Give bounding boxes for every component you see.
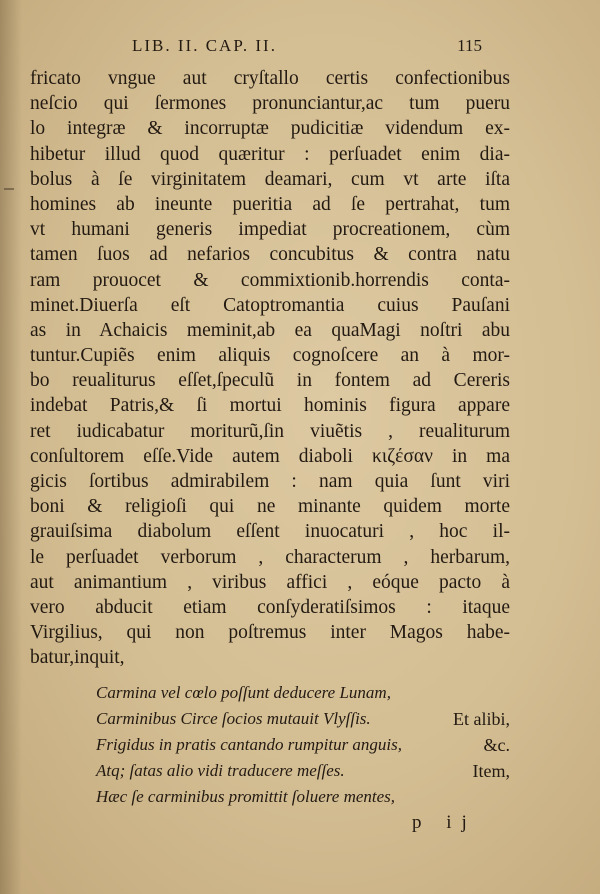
text-line: lo integræ & incorruptæ pudicitiæ videndum ex- bbox=[30, 118, 510, 140]
verse-text: Frigidus in pratis cantando rumpitur anguis, bbox=[96, 735, 403, 754]
verse-note: Item, bbox=[472, 761, 510, 781]
running-head: LIB. II. CAP. II. bbox=[132, 36, 277, 55]
verse-text: Hæc ſe carminibus promittit ſoluere mentes, bbox=[96, 787, 396, 806]
text-line: fricato vngue aut cryſtallo certis confectionibus bbox=[30, 68, 510, 89]
text-line: tuntur.Cupiẽs enim aliquis cognoſcere an à mor- bbox=[30, 345, 510, 367]
verse-note: Et alibi, bbox=[453, 709, 510, 729]
verse-line bbox=[96, 784, 510, 810]
folio-number: 115 bbox=[457, 36, 482, 55]
text-line: boni & religioſi qui ne minante quidem morte bbox=[30, 496, 510, 518]
text-line: vt humani generis impediat procreationem, cùm bbox=[30, 219, 510, 241]
text-line: grauiſsima diabolum eſſent inuocaturi , hoc il- bbox=[30, 521, 510, 543]
verse-line bbox=[96, 706, 510, 732]
body-text bbox=[30, 66, 510, 671]
margin-mark bbox=[4, 188, 14, 190]
text-line: conſultorem eſſe.Vide autem diaboli κιζέσαν in ma bbox=[30, 445, 510, 467]
text-line: as in Achaicis meminit,ab ea quaMagi noſtri abu bbox=[30, 319, 510, 341]
text-line: tamen ſuos ad nefarios concubitus & contra natu bbox=[30, 244, 510, 266]
verse-quotations bbox=[96, 680, 510, 810]
text-line: gicis ſortibus admirabilem : nam quia ſunt viri bbox=[30, 471, 510, 492]
text-line: ret iudicabatur moriturũ,ſin viuẽtis , reualiturum bbox=[30, 420, 510, 442]
verse-line bbox=[96, 680, 510, 706]
text-line: homines ab ineunte pueritia ad ſe pertrahat, tum bbox=[30, 193, 510, 215]
verse-note: &c. bbox=[483, 735, 510, 755]
text-line: bolus à ſe virginitatem deamari, cum vt arte iſta bbox=[30, 168, 510, 190]
text-line: aut animantium , viribus affici , eóque pacto à bbox=[30, 571, 510, 593]
text-line: bo reualiturus eſſet,ſpeculũ in fontem ad Cereris bbox=[30, 370, 510, 392]
verse-text: Carminibus Circe ſocios mutauit Vlyſſis. bbox=[96, 709, 371, 728]
text-line: ram prouocet & commixtionib.horrendis conta- bbox=[30, 269, 510, 291]
text-line: neſcio qui ſermones pronunciantur,ac tum pueru bbox=[30, 93, 510, 115]
text-line: batur,inquit, bbox=[30, 647, 125, 669]
text-line: Virgilius, qui non poſtremus inter Magos habe- bbox=[30, 622, 510, 644]
text-line: indebat Patris,& ſi mortui hominis figura appare bbox=[30, 395, 510, 417]
verse-line bbox=[96, 758, 510, 784]
gutter-shadow bbox=[0, 0, 22, 894]
verse-text: Carmina vel cœlo poſſunt deducere Lunam, bbox=[96, 683, 391, 702]
text-line: hibetur illud quod quæritur : perſuadet enim dia- bbox=[30, 143, 510, 165]
verse-line bbox=[96, 732, 510, 758]
text-line: minet.Diuerſa eſt Catoptromantia cuius Pauſani bbox=[30, 294, 510, 316]
text-line: le perſuadet verborum , characterum , herbarum, bbox=[30, 546, 510, 568]
verse-text: Atq; ſatas alio vidi traducere meſſes. bbox=[96, 761, 345, 780]
signature-mark: p ij bbox=[412, 812, 477, 833]
text-line: vero abducit etiam conſyderatiſsimos : itaque bbox=[30, 596, 510, 618]
